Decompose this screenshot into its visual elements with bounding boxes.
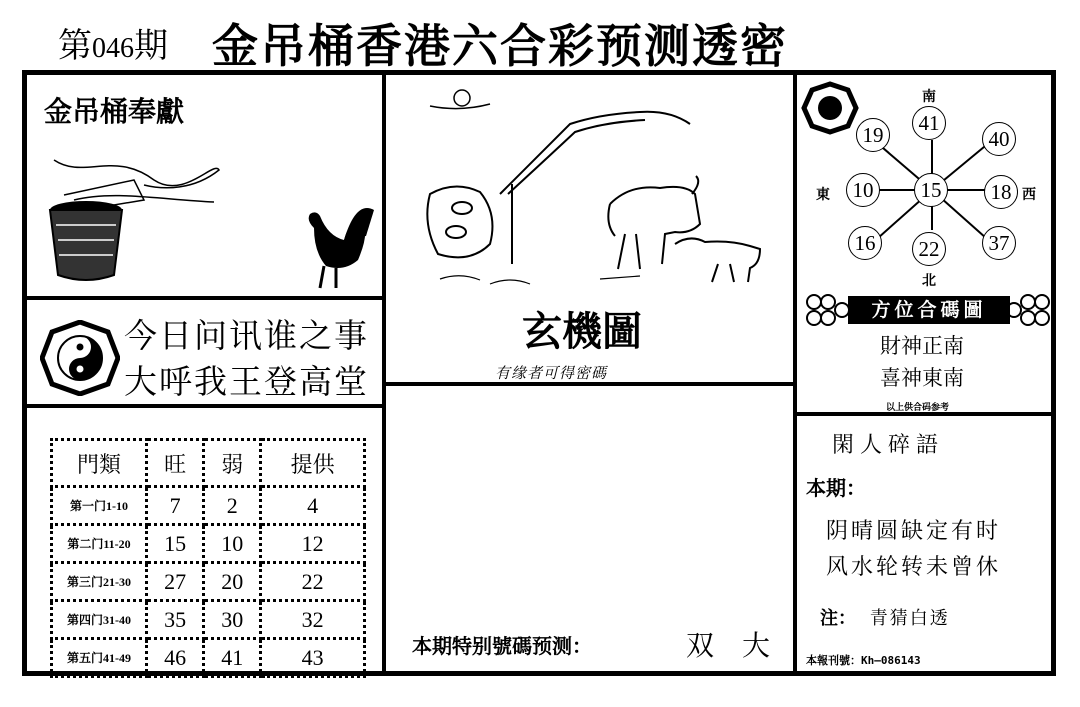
note (820, 604, 950, 630)
current-issue-label: 本期： (806, 476, 866, 500)
row-label: 第一门1-10 (52, 487, 147, 525)
cell-wang: 35 (147, 601, 204, 639)
cell-tigong: 12 (261, 525, 365, 563)
special-number-value: 双大 (686, 629, 799, 662)
divider-left-2 (26, 404, 384, 408)
header-door: 門類 (52, 440, 147, 487)
bucket-icon (50, 201, 122, 280)
picture-subtitle: 有缘者可得密碼 (495, 364, 608, 382)
direction-north: 北 (922, 273, 936, 289)
cell-wang: 46 (147, 639, 204, 677)
poem-line-2: 大呼我王登高堂 (124, 362, 369, 401)
compass-number-s: 22 (912, 232, 946, 266)
door-table (50, 438, 366, 678)
fangwei-line-1: 財神正南 (880, 334, 964, 358)
cell-tigong: 4 (261, 487, 365, 525)
cell-ruo: 30 (204, 601, 261, 639)
divider-left-1 (26, 296, 384, 300)
ground-lines (440, 276, 640, 284)
note-prefix: 注： (820, 608, 856, 629)
cell-ruo: 10 (204, 525, 261, 563)
divider-right (793, 74, 797, 672)
cell-tigong: 22 (261, 563, 365, 601)
compass-number-ne: 40 (982, 122, 1016, 156)
table-row (52, 563, 365, 601)
cow-icon (608, 176, 700, 269)
divider-left (382, 74, 386, 672)
table-header-row (52, 440, 365, 487)
paper-id: 本報刊號：Kh—086143 (806, 654, 921, 667)
page-title: 金吊桶香港六合彩预测透密 (212, 19, 788, 73)
compass-number-nw: 19 (856, 118, 890, 152)
compass-number-n: 41 (912, 106, 946, 140)
rock-icon (427, 186, 492, 257)
special-number-label: 本期特别號碼预测： (412, 634, 592, 658)
calf-icon (675, 238, 760, 282)
poem-line-1: 今日问讯谁之事 (124, 316, 369, 355)
compass-number-sw: 16 (848, 226, 882, 260)
sun-icon (430, 90, 490, 109)
issue-label: 第046期 (58, 28, 168, 65)
compass-number-w: 10 (846, 173, 880, 207)
compass-number-center: 15 (914, 173, 948, 207)
cell-ruo: 41 (204, 639, 261, 677)
row-label: 第四门31-40 (52, 601, 147, 639)
cell-wang: 15 (147, 525, 204, 563)
mystery-picture (400, 84, 785, 294)
xianren-heading: 閑人碎語 (832, 433, 945, 458)
header-wang: 旺 (147, 440, 204, 487)
rooster-icon (309, 208, 374, 288)
fangwei-ref-note: 以上供合码参考 (886, 403, 950, 413)
cell-ruo: 20 (204, 563, 261, 601)
picture-title: 玄機圖 (522, 308, 642, 355)
fangwei-line-2: 喜神東南 (880, 366, 964, 390)
compass-number-se: 37 (982, 226, 1016, 260)
row-label: 第三门21-30 (52, 563, 147, 601)
fangwei-heading: 方位合碼圖 (848, 296, 1010, 324)
cell-wang: 7 (147, 487, 204, 525)
bagua-icon (804, 84, 856, 132)
xianren-line-2: 风水轮转未曾休 (826, 555, 1002, 580)
cell-tigong: 43 (261, 639, 365, 677)
row-label: 第二门11-20 (52, 525, 147, 563)
sponsor-heading: 金吊桶奉獻 (44, 95, 185, 128)
table-row (52, 601, 365, 639)
bucket-rooster-illustration (44, 140, 374, 292)
cell-ruo: 2 (204, 487, 261, 525)
table-row (52, 487, 365, 525)
direction-east: 東 (816, 187, 830, 203)
cell-tigong: 32 (261, 601, 365, 639)
table-row (52, 525, 365, 563)
compass-number-e: 18 (984, 175, 1018, 209)
note-text: 青猜白透 (869, 608, 950, 629)
direction-west: 西 (1022, 187, 1036, 203)
row-label: 第五门41-49 (52, 639, 147, 677)
cell-wang: 27 (147, 563, 204, 601)
direction-south: 南 (922, 89, 936, 105)
issue-number: 046 (92, 33, 134, 64)
table-row (52, 639, 365, 677)
header-ruo: 弱 (204, 440, 261, 487)
yin-yang-icon (40, 320, 120, 396)
xianren-line-1: 阴晴圆缺定有时 (826, 519, 1002, 544)
header-tigong: 提供 (261, 440, 365, 487)
